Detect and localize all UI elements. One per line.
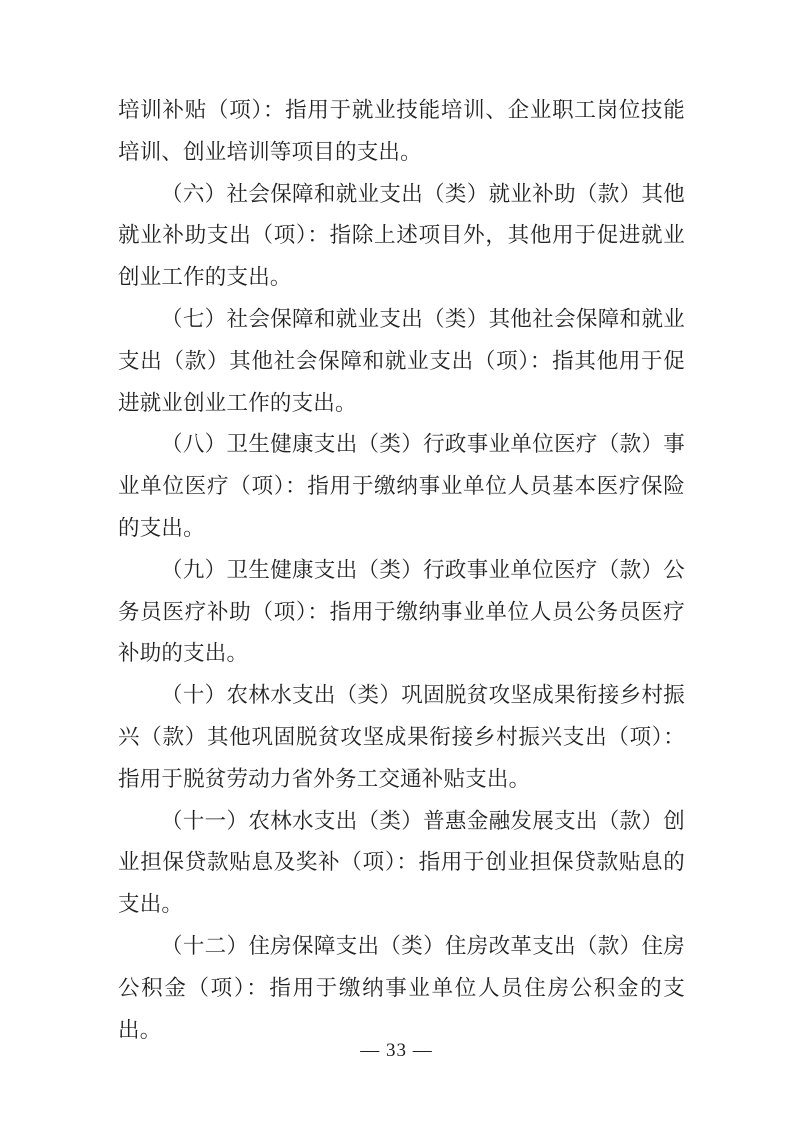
paragraph-item-7: （七）社会保障和就业支出（类）其他社会保障和就业支出（款）其他社会保障和就业支出（项）：指其他用于促进就业创业工作的支出。 <box>118 306 685 415</box>
page-number: — 33 — <box>360 1040 433 1061</box>
paragraph-item-12: （十二）住房保障支出（类）住房改革支出（款）住房公积金（项）：指用于缴纳事业单位人员住房公积金的支出。 <box>118 933 685 1042</box>
document-body <box>118 90 685 1051</box>
paragraph-item-6: （六）社会保障和就业支出（类）就业补助（款）其他就业补助支出（项）：指除上述项目外，其他用于促进就业创业工作的支出。 <box>118 181 685 290</box>
paragraph-item-11: （十一）农林水支出（类）普惠金融发展支出（款）创业担保贷款贴息及奖补（项）：指用于创业担保贷款贴息的支出。 <box>118 808 685 917</box>
page-footer <box>0 1038 793 1064</box>
paragraph-item-10: （十）农林水支出（类）巩固脱贫攻坚成果衔接乡村振兴（款）其他巩固脱贫攻坚成果衔接乡村振兴支出（项）：指用于脱贫劳动力省外务工交通补贴支出。 <box>118 683 685 791</box>
paragraph-training-subsidy-continuation: 培训补贴（项）：指用于就业技能培训、企业职工岗位技能培训、创业培训等项目的支出。 <box>118 98 685 164</box>
paragraph-item-9: （九）卫生健康支出（类）行政事业单位医疗（款）公务员医疗补助（项）：指用于缴纳事业单位人员公务员医疗补助的支出。 <box>118 557 685 666</box>
paragraph-item-8: （八）卫生健康支出（类）行政事业单位医疗（款）事业单位医疗（项）：指用于缴纳事业单位人员基本医疗保险的支出。 <box>118 432 685 540</box>
